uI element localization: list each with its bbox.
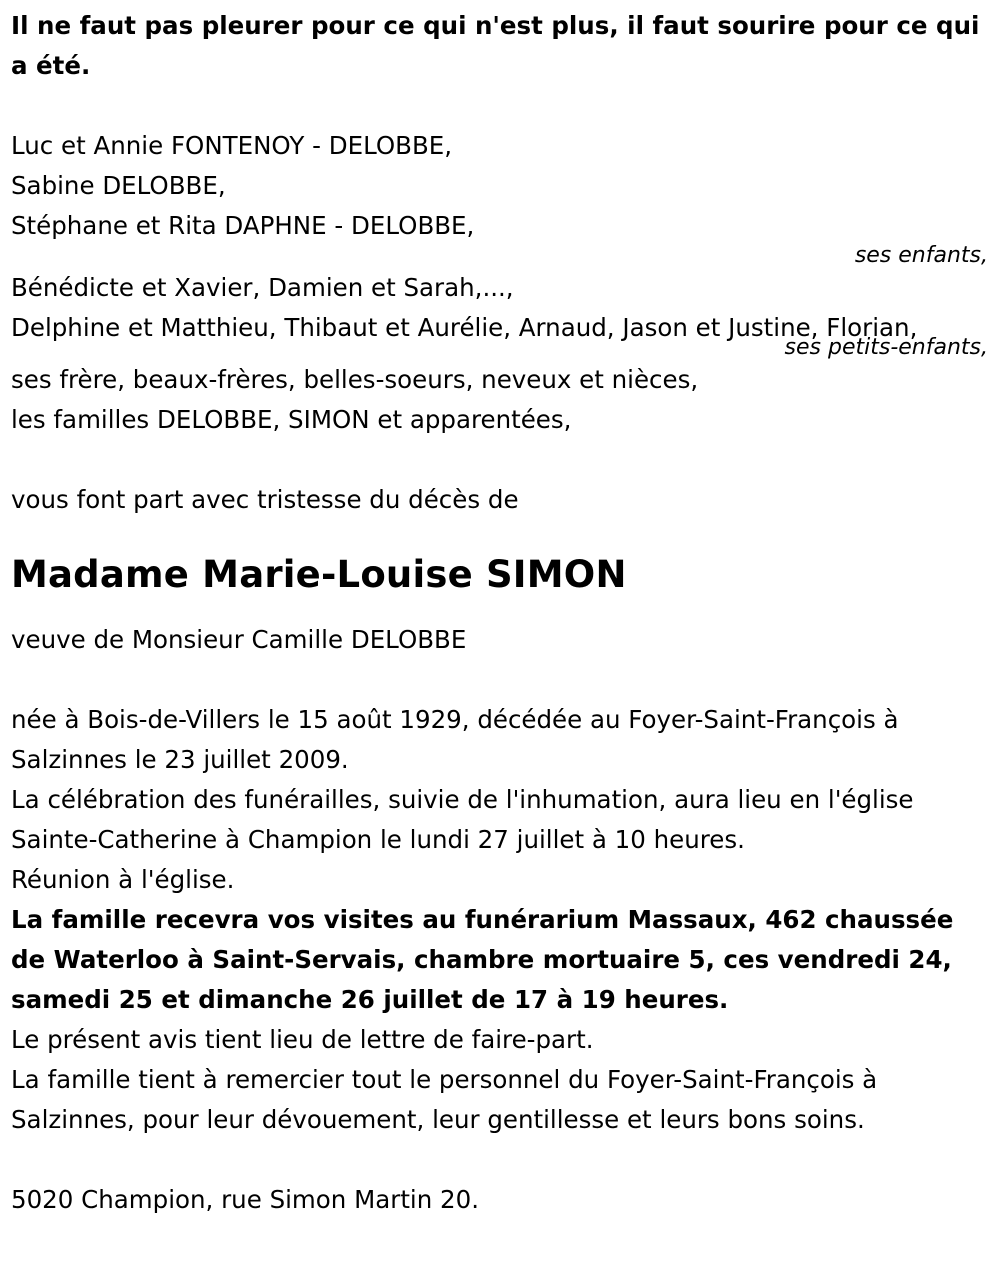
relatives-block <box>11 360 991 440</box>
details-block <box>11 700 991 1140</box>
faire-part-text: Le présent avis tient lieu de lettre de faire-part. <box>11 1025 594 1054</box>
relatives-line: ses frère, beaux-frères, belles-soeurs, neveux et nièces, <box>11 365 699 394</box>
relatives-line: les familles DELOBBE, SIMON et apparentées, <box>11 405 572 434</box>
grandchildren-role-label: ses petits-enfants, <box>784 335 988 360</box>
birth-death-text: née à Bois-de-Villers le 15 août 1929, décédée au Foyer-Saint-François à Salzinnes le 23 juillet 2009. <box>11 705 899 774</box>
spacer <box>11 1140 991 1180</box>
death-notice <box>11 6 991 1220</box>
meeting-text: Réunion à l'église. <box>11 865 235 894</box>
address-text: 5020 Champion, rue Simon Martin 20. <box>11 1185 480 1214</box>
visits-text: La famille recevra vos visites au funérarium Massaux, 462 chaussée de Waterloo à Saint-Servais, chambre mortuaire 5, ces vendredi 24, samedi 25 et dimanche 26 juillet de 17 à 19 heures. <box>11 905 954 1014</box>
funeral-text: La célébration des funérailles, suivie de l'inhumation, aura lieu en l'église Sainte-Catherine à Champion le lundi 27 juillet à 10 heures. <box>11 785 914 854</box>
widow-of-text: veuve de Monsieur Camille DELOBBE <box>11 625 467 654</box>
child-line: Sabine DELOBBE, <box>11 171 226 200</box>
grandchild-line: Bénédicte et Xavier, Damien et Sarah,..., <box>11 273 514 302</box>
opening-quote: Il ne faut pas pleurer pour ce qui n'est plus, il faut sourire pour ce qui a été. <box>11 11 980 80</box>
spacer <box>11 440 991 480</box>
thanks-text: La famille tient à remercier tout le personnel du Foyer-Saint-François à Salzinnes, pour leur dévouement, leur gentillesse et leurs bons soins. <box>11 1065 878 1134</box>
children-block <box>11 126 991 268</box>
child-line: Stéphane et Rita DAPHNE - DELOBBE, <box>11 211 475 240</box>
announcement-text: vous font part avec tristesse du décès de <box>11 485 519 514</box>
grandchildren-block <box>11 268 991 360</box>
deceased-name: Madame Marie-Louise SIMON <box>11 553 627 596</box>
child-line: Luc et Annie FONTENOY - DELOBBE, <box>11 131 453 160</box>
grandchild-line: Delphine et Matthieu, Thibaut et Aurélie, Arnaud, Jason et Justine, Florian, <box>11 313 918 342</box>
children-role-label: ses enfants, <box>854 243 988 268</box>
